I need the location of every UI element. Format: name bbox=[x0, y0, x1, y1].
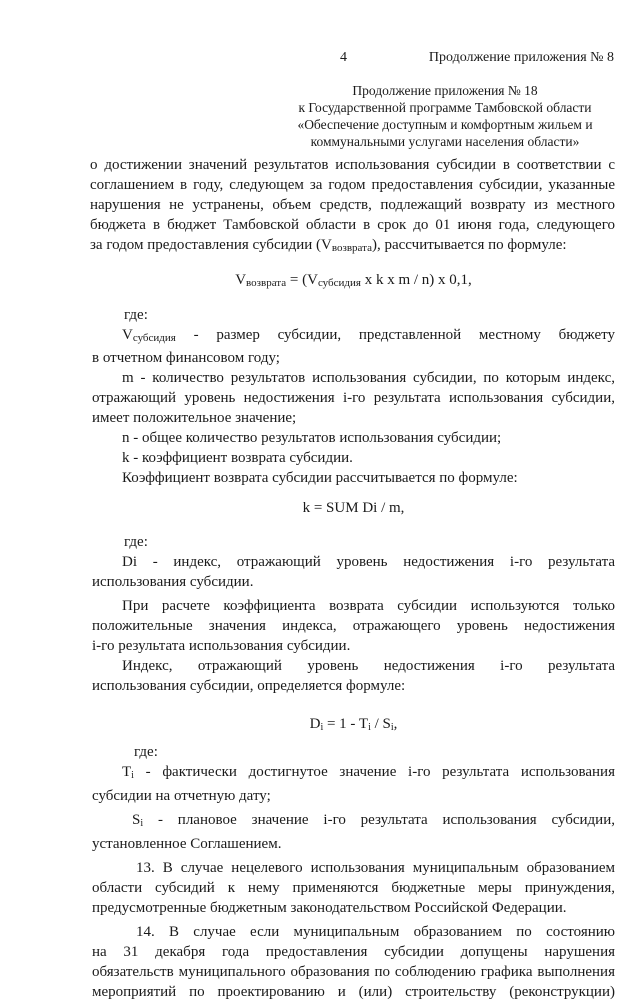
definition-n: n - общее количество результатов использования субсидии; bbox=[122, 430, 502, 446]
definition-ti: $T_i$ - фактически достигнутое значение i-го результата использования субсидии на отчетную дату; bbox=[92, 764, 615, 804]
paragraph-calc: При расчете коэффициента возврата субсидии используются только положительные значения индекса, отражающего уровень недостижения i-го результата использования субсидии. bbox=[92, 598, 615, 654]
annex-line: коммунальными услугами населения области» bbox=[310, 134, 580, 149]
definition-m: m - количество результатов использования субсидии, по которым индекс, отражающий уровень недостижения i-го результата использования субсидии, имеет положительное значение; bbox=[92, 370, 615, 426]
annex-line: Продолжение приложения № 18 bbox=[352, 83, 538, 98]
continuation-header: Продолжение приложения № 8 bbox=[428, 50, 614, 65]
annex-line: «Обеспечение доступным и комфортным жильем и bbox=[297, 117, 593, 132]
formula-return-volume: $V_{возврата} = (V_{субсидия}$ x k x m / n) x 0,1, bbox=[235, 272, 472, 289]
annex-reference bbox=[280, 82, 610, 150]
paragraph-index: Индекс, отражающий уровень недостижения i-го результата использования субсидии, определяется формуле: bbox=[92, 658, 615, 694]
paragraph-14: 14. В случае если муниципальным образованием по состоянию на 31 декабря года предоставления субсидии допущены нарушения обязательств муниципального образования по соблюдению графика выполнения мероприятий по проектированию и (или) строительству (реконструкции) bbox=[92, 924, 615, 1000]
definition-si: $S_i$ - плановое значение i-го результата использования субсидии, установленное Соглашением. bbox=[92, 812, 615, 852]
k-formula-intro: Коэффициент возврата субсидии рассчитывается по формуле: bbox=[122, 470, 518, 486]
where-label: где: bbox=[124, 307, 148, 323]
where-label: где: bbox=[134, 744, 158, 760]
where-label: где: bbox=[124, 534, 148, 550]
page-number: 4 bbox=[340, 50, 347, 65]
document-body: о достижении значений результатов использования субсидии в соответствии с соглашением в году, следующем за годом предоставления субсидии, указанные нарушения не устранены, объем средств, подлежащий возврату из местного бюджета в бюджет Тамбовской области в срок до 01 июня года, следующего за годом предоставления субсидии $(V_{возврата})$, рассчитывается по формуле: $V_{возврата} = (V_{субсидия}$ x k x m / n) x 0,1, где: $V_{субсидия}$ - размер субсидии, представленной местному бюджету в отчетном финансовом году; m - количество результатов использования субсидии, по которым индекс, отражающий уровень недостижения i-го результата использования субсидии, имеет положительное значение; n - общее количество результатов использования субсидии; k - коэффициент возврата субсидии. Коэффициент возврата субсидии рассчитывается по формуле: k = SUM Di / m, где: Di - индекс, отражающий уровень недостижения i-го результата использования субсидии. При расчете коэффициента возврата субсидии используются только положительные значения индекса, отражающего уровень недостижения i-го результата использования субсидии. Индекс, отражающий уровень недостижения i-го результата использования субсидии, определяется формуле: $D_i = 1 - T_i / S_i$, где: $T_i$ - фактически достигнутое значение i-го результата использования субсидии на отчетную дату; $S_i$ - плановое значение i-го результата использования субсидии, установленное Соглашением. 13. В случае нецелевого использования муниципальным образованием области субсидий к нему применяются бюджетные меры принуждения, предусмотренные бюджетным законодательством Российской Федерации. 14. В случае если муниципальным образованием по состоянию на 31 декабря года предоставления субсидии допущены нарушения обязательств муниципального образования по соблюдению графика выполнения мероприятий по проектированию и (или) строительству (реконструкции) bbox=[90, 157, 615, 1000]
paragraph-13: 13. В случае нецелевого использования муниципальным образованием области субсидий к нему применяются бюджетные меры принуждения, предусмотренные бюджетным законодательством Российской Федерации. bbox=[92, 860, 615, 916]
definition-di: Di - индекс, отражающий уровень недостижения i-го результата использования субсидии. bbox=[92, 554, 615, 590]
formula-di: $D_i = 1 - T_i / S_i$, bbox=[309, 716, 398, 733]
definition-v: $V_{субсидия}$ - размер субсидии, представленной местному бюджету bbox=[122, 327, 615, 344]
formula-k: k = SUM Di / m, bbox=[302, 500, 405, 516]
paragraph-continuation: о достижении значений результатов использования субсидии в соответствии с соглашением в году, следующем за годом предоставления субсидии, указанные нарушения не устранены, объем средств, подлежащий возврату из местного бюджета в бюджет Тамбовской области в срок до 01 июня года, следующего за годом предоставления субсидии $(V_{возврата})$, рассчитывается по формуле: bbox=[90, 157, 615, 254]
annex-line: к Государственной программе Тамбовской области bbox=[298, 100, 592, 115]
definition-k: k - коэффициент возврата субсидии. bbox=[122, 450, 353, 466]
